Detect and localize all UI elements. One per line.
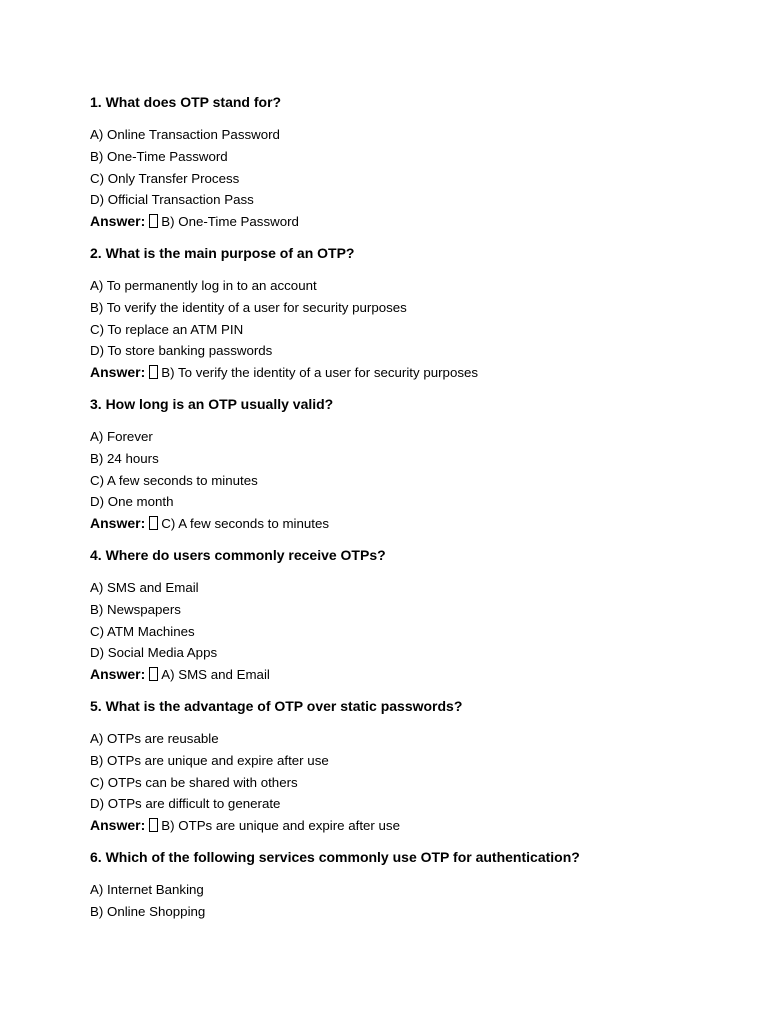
answer-label: Answer: <box>90 515 146 532</box>
question-title: 5. What is the advantage of OTP over static passwords? <box>90 697 463 714</box>
option-d: D) To store banking passwords <box>90 343 273 359</box>
option-b: B) OTPs are unique and expire after use <box>90 752 329 768</box>
option-c: C) To replace an ATM PIN <box>90 321 244 337</box>
question-title: 3. How long is an OTP usually valid? <box>90 395 334 412</box>
option-c: C) ATM Machines <box>90 623 195 639</box>
answer-label: Answer: <box>90 213 146 230</box>
checkbox-glyph-icon <box>149 214 158 228</box>
question-block-6 <box>90 847 730 923</box>
answer-line <box>90 815 730 837</box>
answer-line <box>90 664 730 686</box>
answer-line <box>90 362 730 384</box>
answer-label: Answer: <box>90 364 146 381</box>
option-c: C) A few seconds to minutes <box>90 472 258 488</box>
checkbox-glyph-icon <box>149 818 158 832</box>
answer-line <box>90 513 730 535</box>
checkbox-glyph-icon <box>149 516 158 530</box>
option-c: C) Only Transfer Process <box>90 170 240 186</box>
question-title: 1. What does OTP stand for? <box>90 94 282 110</box>
option-b: B) Online Shopping <box>90 903 206 919</box>
option-d: D) One month <box>90 494 174 510</box>
question-block-4 <box>90 545 730 686</box>
question-block-3 <box>90 394 730 535</box>
option-b: B) One-Time Password <box>90 148 228 164</box>
answer-label: Answer: <box>90 817 146 834</box>
question-title: 2. What is the main purpose of an OTP? <box>90 244 355 261</box>
answer-line <box>90 211 730 233</box>
option-d: D) OTPs are difficult to generate <box>90 796 281 812</box>
answer-text: A) SMS and Email <box>161 667 270 683</box>
option-b: B) To verify the identity of a user for security purposes <box>90 299 407 315</box>
question-block-2 <box>90 243 730 384</box>
answer-label: Answer: <box>90 666 146 683</box>
option-d: D) Social Media Apps <box>90 645 218 661</box>
answer-text: C) A few seconds to minutes <box>161 516 330 532</box>
checkbox-glyph-icon <box>149 365 158 379</box>
question-title: 4. Where do users commonly receive OTPs? <box>90 546 386 563</box>
answer-text: B) OTPs are unique and expire after use <box>161 818 400 834</box>
option-b: B) 24 hours <box>90 450 159 466</box>
answer-text: B) One-Time Password <box>161 214 299 230</box>
option-a: A) Forever <box>90 428 153 444</box>
checkbox-glyph-icon <box>149 667 158 681</box>
option-a: A) SMS and Email <box>90 579 199 595</box>
option-a: A) To permanently log in to an account <box>90 277 317 293</box>
answer-text: B) To verify the identity of a user for security purposes <box>161 365 479 381</box>
question-block-5 <box>90 696 730 837</box>
question-block-1 <box>90 92 730 233</box>
option-a: A) Internet Banking <box>90 881 204 897</box>
document-page <box>90 92 730 923</box>
option-d: D) Official Transaction Pass <box>90 192 254 208</box>
option-b: B) Newspapers <box>90 601 181 617</box>
option-c: C) OTPs can be shared with others <box>90 774 298 790</box>
question-title: 6. Which of the following services commonly use OTP for authentication? <box>90 848 580 865</box>
option-a: A) Online Transaction Password <box>90 127 280 142</box>
option-a: A) OTPs are reusable <box>90 730 219 746</box>
